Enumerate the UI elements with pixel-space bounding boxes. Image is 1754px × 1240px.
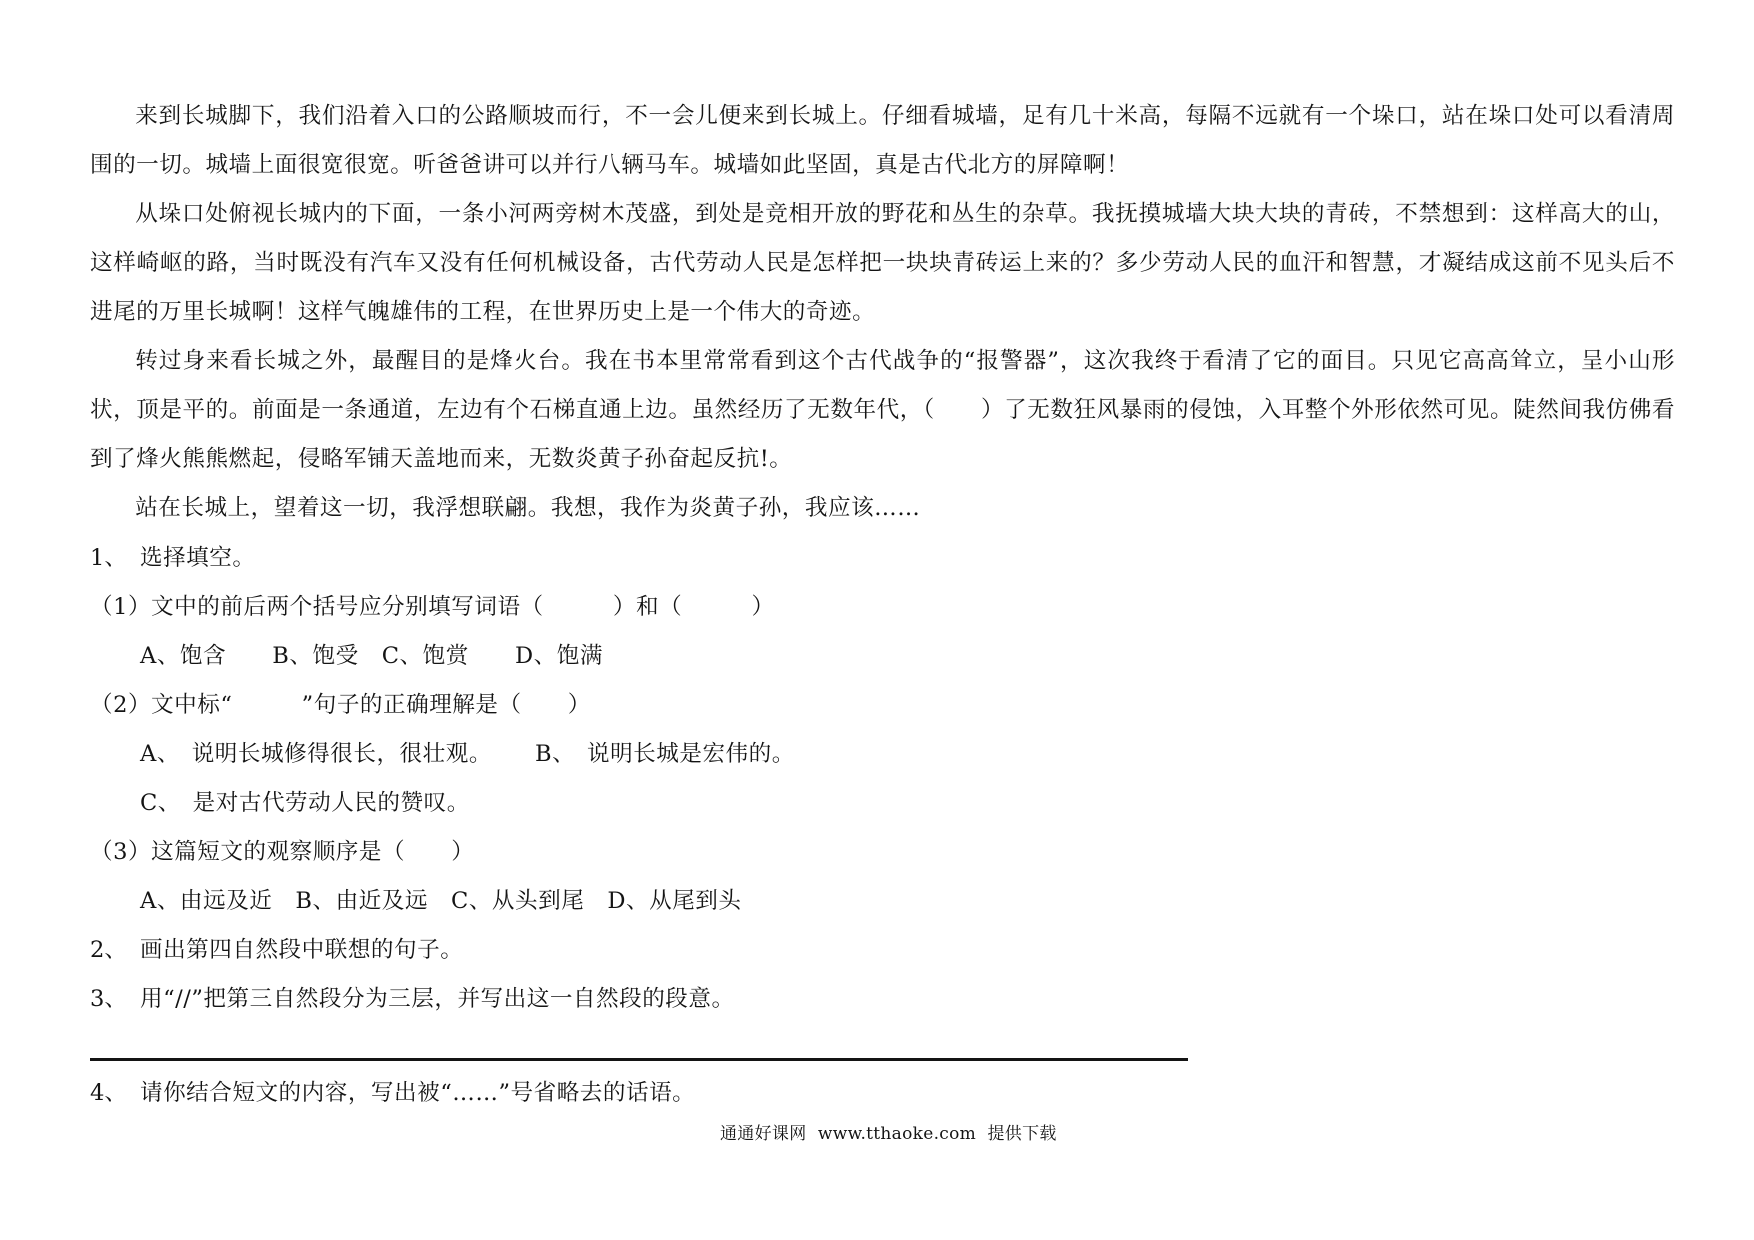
question-1-sub-1-options: A、饱含 B、饱受 C、饱赏 D、饱满 [140,643,603,669]
question-4-text: 请你结合短文的内容，写出被“……”号省略去的话语。 [140,1080,696,1106]
question-1-sub-3-text: （3）这篇短文的观察顺序是（ ） [90,839,475,865]
passage-paragraph-1: 来到长城脚下，我们沿着入口的公路顺坡而行，不一会儿便来到长城上。仔细看城墙，足有几十米高，每隔不远就有一个垛口，站在垛口处可以看清周围的一切。城墙上面很宽很宽。听爸爸讲可以并行八辆马车。城墙如此坚固，真是古代北方的屏障啊！ [90,103,1675,178]
question-2-text: 画出第四自然段中联想的句子。 [140,937,464,963]
passage-paragraph-4: 站在长城上，望着这一切，我浮想联翩。我想，我作为炎黄子孙，我应该…… [135,495,921,521]
question-1-sub-2-option-a: A、 说明长城修得很长，很壮观。 [140,741,492,767]
question-1-text: 选择填空。 [140,545,256,571]
question-1-sub-2-text: （2）文中标“ ”句子的正确理解是（ ） [90,692,591,718]
question-3-text: 用“//”把第三自然段分为三层，并写出这一自然段的段意。 [140,986,735,1012]
question-1-sub-3-options: A、由远及近 B、由近及远 C、从头到尾 D、从尾到头 [140,888,742,914]
passage-paragraph-2: 从垛口处俯视长城内的下面，一条小河两旁树木茂盛，到处是竞相开放的野花和丛生的杂草。我抚摸城墙大块大块的青砖，不禁想到：这样高大的山，这样崎岖的路，当时既没有汽车又没有任何机械设备，古代劳动人民是怎样把一块块青砖运上来的？多少劳动人民的血汗和智慧，才凝结成这前不见头后不进尾的万里长城啊！这样气魄雄伟的工程，在世界历史上是一个伟大的奇迹。 [90,201,1675,325]
footer-credit: 通通好课网 www.tthaoke.com 提供下载 [720,1124,1057,1144]
question-1-sub-2-option-c: C、 是对古代劳动人民的赞叹。 [140,790,470,816]
question-4-number: 4、 [90,1080,127,1106]
answer-line [90,1058,1188,1061]
question-2-number: 2、 [90,937,127,963]
question-1-number: 1、 [90,545,127,571]
question-3-number: 3、 [90,986,127,1012]
question-1-sub-1-text: （1）文中的前后两个括号应分别填写词语（ ）和（ ） [90,594,775,620]
passage-paragraph-3: 转过身来看长城之外，最醒目的是烽火台。我在书本里常常看到这个古代战争的“报警器”，这次我终于看清了它的面目。只见它高高耸立，呈小山形状，顶是平的。前面是一条通道，左边有个石梯直通上边。虽然经历了无数年代，（ ）了无数狂风暴雨的侵蚀，入耳整个外形依然可见。陡然间我仿佛看到了烽火熊熊燃起，侵略军铺天盖地而来，无数炎黄子孙奋起反抗!。 [90,348,1675,472]
question-1-sub-2-option-b: B、 说明长城是宏伟的。 [535,741,795,767]
